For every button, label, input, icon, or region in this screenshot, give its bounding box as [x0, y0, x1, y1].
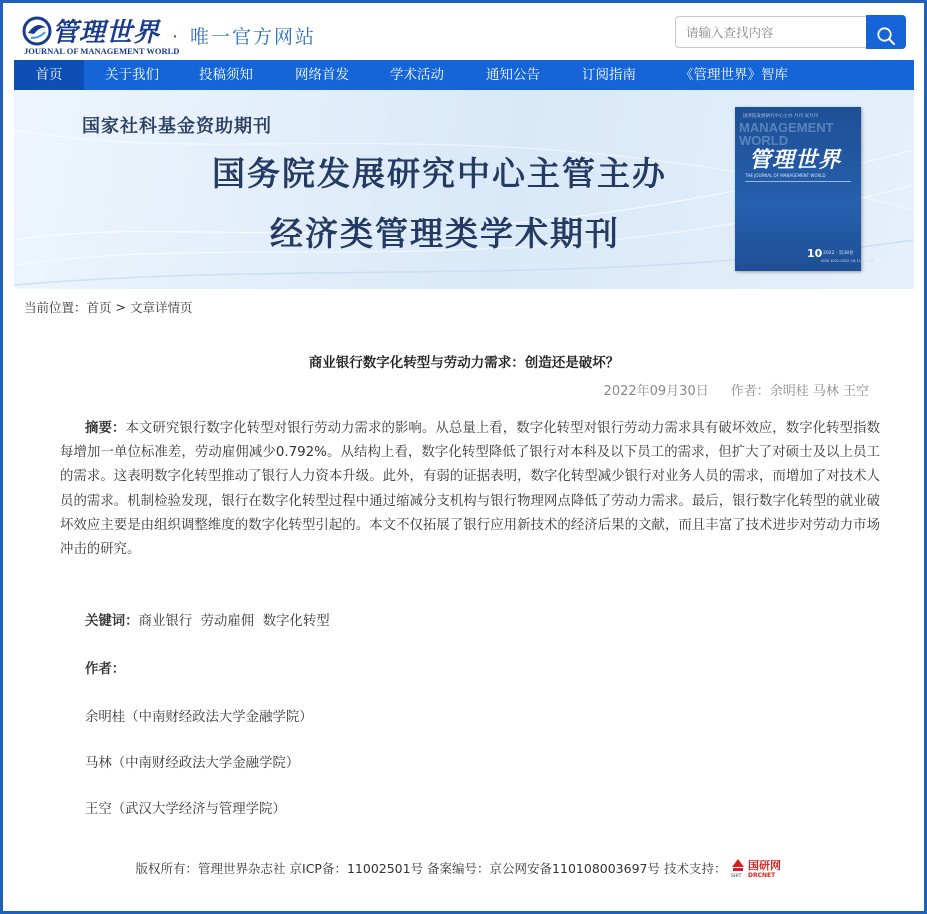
article-date: 2022年09月30日	[603, 384, 709, 399]
nav-item-submission[interactable]: 投稿须知	[199, 67, 253, 83]
keywords-label: 关键词：	[85, 614, 139, 629]
breadcrumb-separator: >	[111, 299, 130, 315]
cover-top-text: 国务院发展研究中心主办 月刊 双月刊	[743, 114, 818, 119]
search-input[interactable]	[675, 16, 867, 48]
footer-copyright: 版权所有：管理世界杂志社 京ICP备：11002501号 备案编号：京公网安备110108003697号 技术支持：	[135, 861, 727, 876]
drcnet-logo-en: DRCNET	[748, 872, 776, 879]
banner-subtitle: 国家社科基金资助期刊	[82, 116, 272, 137]
article-title: 商业银行数字化转型与劳动力需求：创造还是破坏？	[308, 355, 620, 371]
nav-item-about[interactable]: 关于我们	[105, 67, 159, 83]
cover-title: 管理世界	[749, 147, 842, 173]
author-item: 余明桂（中南财经政法大学金融学院）	[85, 710, 313, 725]
nav-item-notices[interactable]: 通知公告	[486, 67, 540, 83]
logo-english-text: JOURNAL OF MANAGEMENT WORLD	[24, 46, 180, 56]
author-item: 王空（武汉大学经济与管理学院）	[85, 802, 286, 817]
cover-issue-number: 10	[807, 247, 823, 260]
nav-item-academic[interactable]: 学术活动	[390, 67, 444, 83]
cover-foot-text: ISSN 1002-5502 CN 11-1235/F	[821, 259, 875, 263]
official-site-tag	[172, 22, 316, 49]
globe-logo-icon	[22, 16, 52, 46]
keywords	[85, 610, 330, 629]
article-meta	[604, 380, 869, 399]
banner-headline-line2: 经济类管理类学术期刊	[270, 214, 620, 253]
cover-english-text: THE JOURNAL OF MANAGEMENT WORLD	[745, 173, 826, 178]
site-logo[interactable]	[22, 10, 180, 60]
nav-item-think-tank[interactable]: 《管理世界》智库	[680, 67, 788, 83]
article-abstract	[60, 417, 880, 562]
cover-mgmt-text: MANAGEMENT WORLD	[739, 120, 834, 148]
abstract-label: 摘要：	[85, 421, 126, 436]
breadcrumb-current: 文章详情页	[129, 300, 193, 315]
breadcrumb-home-link[interactable]: 首页	[86, 300, 112, 315]
breadcrumb	[24, 298, 192, 316]
site-tag-dot: ·	[172, 26, 181, 48]
main-nav	[14, 60, 914, 90]
nav-item-online-first[interactable]: 网络首发	[295, 67, 349, 83]
nav-item-subscription[interactable]: 订阅指南	[582, 67, 636, 83]
tech-support-logo[interactable]	[730, 857, 792, 882]
cover-rule	[745, 181, 851, 182]
drcnet-logo-icon	[730, 857, 792, 879]
drcnet-logo-cn: 国研网	[748, 859, 782, 872]
cover-issue-sub: 2022 · 第38卷	[823, 251, 854, 256]
search-button[interactable]	[866, 15, 906, 49]
site-tag-text: 唯一官方网站	[190, 26, 317, 48]
search-icon	[876, 26, 896, 46]
site-footer	[14, 857, 914, 882]
site-header	[14, 6, 914, 60]
authors-label-inline: 作者：	[730, 384, 770, 399]
nav-item-home[interactable]: 首页	[14, 60, 84, 90]
logo-chinese-text: 管理世界	[52, 18, 161, 48]
abstract-text: 本文研究银行数字化转型对银行劳动力需求的影响。从总量上看，数字化转型对银行劳动力需求具有破坏效应，数字化转型指数每增加一单位标准差，劳动雇佣减少0.792%。从结构上看，数字化转型降低了银行对本科及以下员工的需求，但扩大了对硕士及以上员工的需求。这表明数字化转型推动了银行人力资本升级。此外，有弱的证据表明，数字化转型减少银行对业务人员的需求，而增加了对技术人员的需求。机制检验发现，银行在数字化转型过程中通过缩减分支机构与银行物理网点降低了劳动力需求。最后，银行数字化转型的就业破坏效应主要是由组织调整维度的数字化转型引起的。本文不仅拓展了银行应用新技术的经济后果的文献，而且丰富了技术进步对劳动力市场冲击的研究。	[60, 421, 881, 558]
author-item: 马林（中南财经政法大学金融学院）	[85, 756, 300, 771]
authors-heading: 作者：	[85, 662, 126, 677]
drcnet-logo-sub: SHIT	[731, 874, 742, 879]
journal-cover[interactable]	[735, 107, 875, 271]
authors-inline: 余明桂 马林 王空	[769, 384, 869, 399]
keywords-text: 商业银行 劳动雇佣 数字化转型	[138, 614, 330, 629]
banner-headline-line1: 国务院发展研究中心主管主办	[212, 154, 667, 193]
breadcrumb-prefix: 当前位置：	[24, 300, 87, 315]
hero-banner	[14, 90, 914, 289]
